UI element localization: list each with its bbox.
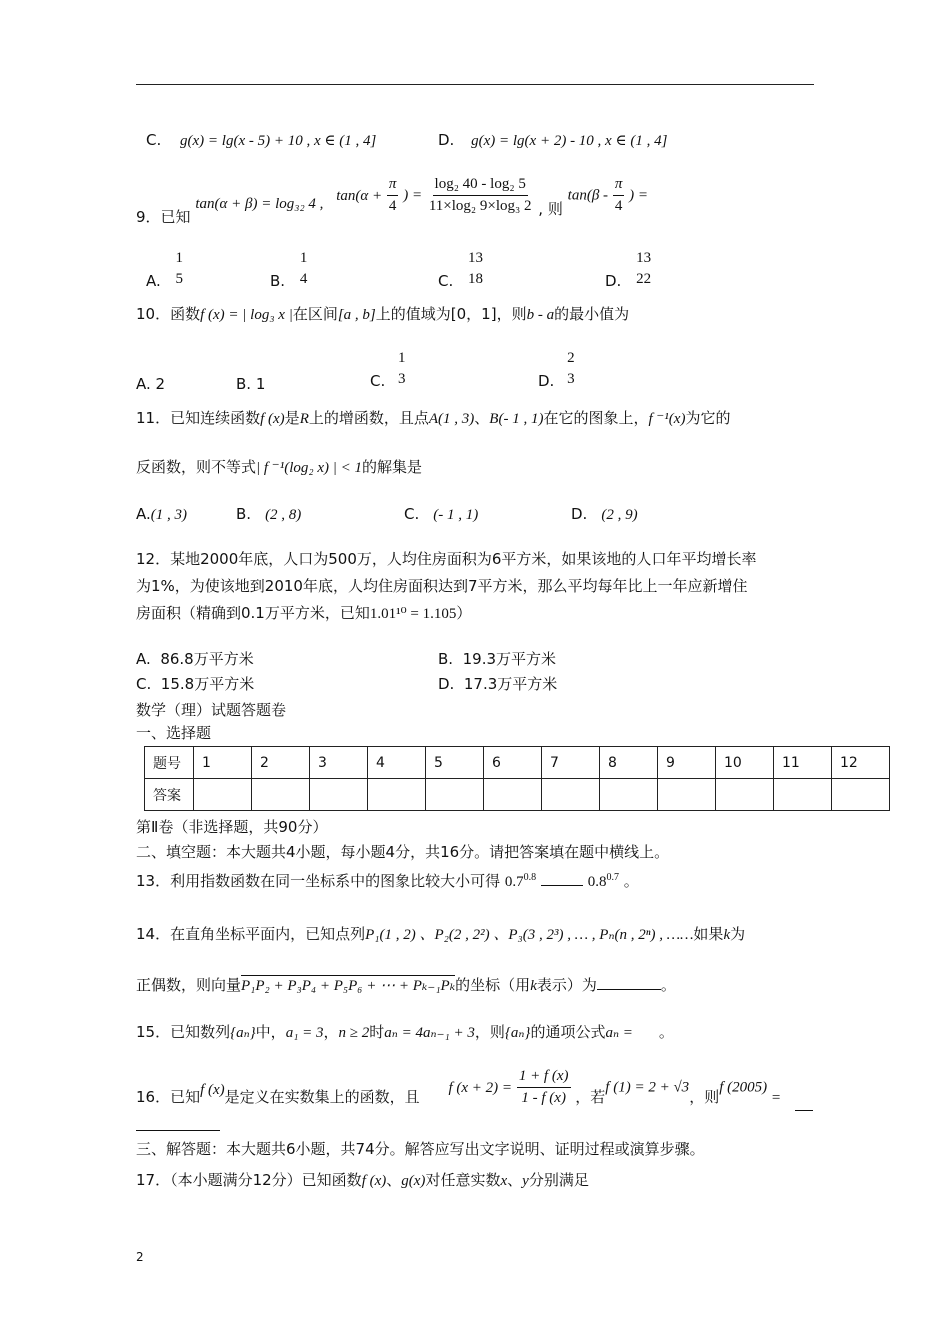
answer-table-number: 6: [484, 747, 542, 779]
section-solve-title: 三、解答题：本大题共6小题，共74分。解答应写出文字说明、证明过程或演算步骤。: [136, 1140, 705, 1158]
q11-option-c: C. (- 1 , 1): [404, 505, 479, 523]
q10-option-d: D. 2 3: [538, 350, 575, 390]
answer-table-answer-label: 答案: [145, 779, 194, 811]
question-13: 13．利用指数函数在同一坐标系中的图象比较大小可得 $0.7^{0.8}$ $0.8^{0.7}$ 。: [136, 872, 639, 890]
q9-option-b: B. 1 4: [270, 250, 308, 290]
q11-option-d: D. (2 , 9): [571, 505, 638, 523]
answer-table-number: 5: [426, 747, 484, 779]
q10-option-c: C. 1 3: [370, 350, 406, 390]
q11-option-b: B. (2 , 8): [236, 505, 302, 523]
q9-pi-over-4-b: $\frac{\pi}{4}$: [614, 176, 623, 214]
answer-table-number: 7: [542, 747, 600, 779]
question-9: 9．已知 tan(α + β) = log₃₂ 4 , tan(α + $\frac{\pi}{4}$ ) = $\frac{\text{log₂ 40 - log₂ 5}}{\text{11×log₂ 9×log₃ 2}}$ , 则 tan(β - $\frac{\pi}{4}$ ) =: [136, 176, 648, 226]
question-15: 15．已知数列{aₙ}中，a₁ = 3，n ≥ 2时aₙ = 4aₙ₋₁ + 3，则{aₙ}的通项公式aₙ = 。: [136, 1023, 674, 1041]
question-11-line1: 11．已知连续函数f (x)是R上的增函数，且点A(1 , 3)、B(- 1 , 1)在它的图象上，f ⁻¹(x)为它的: [136, 409, 731, 427]
section-choice-title: 一、选择题: [136, 724, 212, 742]
question-10: 10．函数f (x) = | log₃ x |在区间[a , b]上的值域为[0，1]，则b - a的最小值为: [136, 305, 630, 323]
q8-option-c-expr: g(x) = lg(x - 5) + 10 , x ∈ (1 , 4]: [180, 133, 377, 149]
answer-table-answer-row: [145, 779, 890, 811]
answer-cell[interactable]: [658, 779, 716, 811]
page-number: 2: [136, 1250, 144, 1264]
question-16: 16．已知f (x)是定义在实数集上的函数，且 f (x + 2) = $\frac{1 + f (x)}{1 - f (x)}$ ，若f (1) = 2 + √3，则f (2005) =: [136, 1068, 781, 1106]
q14-answer-blank[interactable]: [597, 989, 661, 990]
question-14-line2: 正偶数，则向量P₁P₂ + P₃P₄ + P₅P₆ + ⋯ + Pₖ₋₁Pₖ的坐标（用k表示）为 。: [136, 976, 676, 994]
q10-option-b: B. 1: [236, 375, 266, 393]
q9-pi-over-4: $\frac{\pi}{4}$: [388, 176, 397, 214]
q10-option-a: A. 2: [136, 375, 166, 393]
answer-table-number: 12: [832, 747, 890, 779]
answer-cell[interactable]: [542, 779, 600, 811]
answer-cell[interactable]: [832, 779, 890, 811]
answer-cell[interactable]: [194, 779, 252, 811]
section-fill-title: 二、填空题：本大题共4小题，每小题4分，共16分。请把答案填在题中横线上。: [136, 843, 670, 861]
q9-log-fraction: $\frac{\text{log₂ 40 - log₂ 5}}{\text{11×log₂ 9×log₃ 2}}$: [428, 176, 532, 214]
q16-fraction: $\frac{1 + f (x)}{1 - f (x)}$: [518, 1068, 569, 1106]
q8-option-d: D. g(x) = lg(x + 2) - 10 , x ∈ (1 , 4]: [438, 131, 668, 149]
q12-option-b: B. 19.3万平方米: [438, 650, 557, 668]
answer-table-number: 1: [194, 747, 252, 779]
q9-option-d: D. 13 22: [605, 250, 652, 290]
question-14-line1: 14．在直角坐标平面内，已知点列P₁(1 , 2) 、P₂(2 , 2²) 、P₃(3 , 2³) , … , Pₙ(n , 2ⁿ) , ……如果k为: [136, 925, 746, 943]
answer-cell[interactable]: [426, 779, 484, 811]
answer-table: [144, 746, 890, 811]
q9-expr1: tan(α + β) = log₃₂ 4 ,: [195, 195, 324, 212]
q12-option-c: C. 15.8万平方米: [136, 675, 255, 693]
q9-option-a: A. 1 5: [146, 250, 184, 290]
answer-table-number: 11: [774, 747, 832, 779]
q12-option-d: D. 17.3万平方米: [438, 675, 558, 693]
q16-answer-blank-end[interactable]: [795, 1110, 813, 1111]
answer-cell[interactable]: [310, 779, 368, 811]
q16-answer-blank[interactable]: [136, 1130, 220, 1131]
answer-table-number: 10: [716, 747, 774, 779]
answer-table-header-row: [145, 747, 890, 779]
question-12-line3: 房面积（精确到0.1万平方米，已知1.01¹⁰ = 1.105）: [136, 604, 472, 622]
answer-table-number: 4: [368, 747, 426, 779]
answer-cell[interactable]: [368, 779, 426, 811]
answer-table-number: 3: [310, 747, 368, 779]
answer-sheet-title: 数学（理）试题答题卷: [136, 701, 287, 719]
q12-option-a: A. 86.8万平方米: [136, 650, 254, 668]
answer-cell[interactable]: [600, 779, 658, 811]
answer-cell[interactable]: [774, 779, 832, 811]
q9-option-c: C. 13 18: [438, 250, 484, 290]
q13-expr2: $0.8^{0.7}$: [587, 872, 619, 890]
q13-expr1: $0.7^{0.8}$: [504, 872, 537, 890]
question-17: 17．（本小题满分12分）已知函数f (x)、g(x)对任意实数x、y分别满足: [136, 1171, 589, 1189]
answer-table-number: 9: [658, 747, 716, 779]
question-12-line1: 12．某地2000年底，人口为500万，人均住房面积为6平方米，如果该地的人口年平均增长率: [136, 550, 757, 568]
answer-cell[interactable]: [484, 779, 542, 811]
q14-point-sequence: P₁(1 , 2) 、P₂(2 , 2²) 、P₃(3 , 2³) , … , Pₙ(n , 2ⁿ) , ……: [365, 927, 694, 943]
answer-cell[interactable]: [252, 779, 310, 811]
q8-option-c: C. g(x) = lg(x - 5) + 10 , x ∈ (1 , 4]: [146, 131, 377, 149]
q14-vector-sum: P₁P₂ + P₃P₄ + P₅P₆ + ⋯ + Pₖ₋₁Pₖ: [241, 978, 456, 994]
question-12-line2: 为1%，为使该地到2010年底，人均住房面积达到7平方米，那么平均每年比上一年应新增住: [136, 577, 748, 595]
q13-answer-blank[interactable]: [541, 885, 583, 886]
part2-title: 第Ⅱ卷（非选择题，共90分）: [136, 818, 328, 836]
q8-option-d-expr: g(x) = lg(x + 2) - 10 , x ∈ (1 , 4]: [471, 133, 668, 149]
question-11-line2: 反函数，则不等式| f ⁻¹(log₂ x) | < 1的解集是: [136, 458, 423, 476]
answer-table-number: 8: [600, 747, 658, 779]
answer-cell[interactable]: [716, 779, 774, 811]
header-rule: [136, 84, 814, 85]
answer-table-header-label: 题号: [145, 747, 194, 779]
answer-table-number: 2: [252, 747, 310, 779]
q11-option-a: A.(1 , 3): [136, 505, 188, 523]
